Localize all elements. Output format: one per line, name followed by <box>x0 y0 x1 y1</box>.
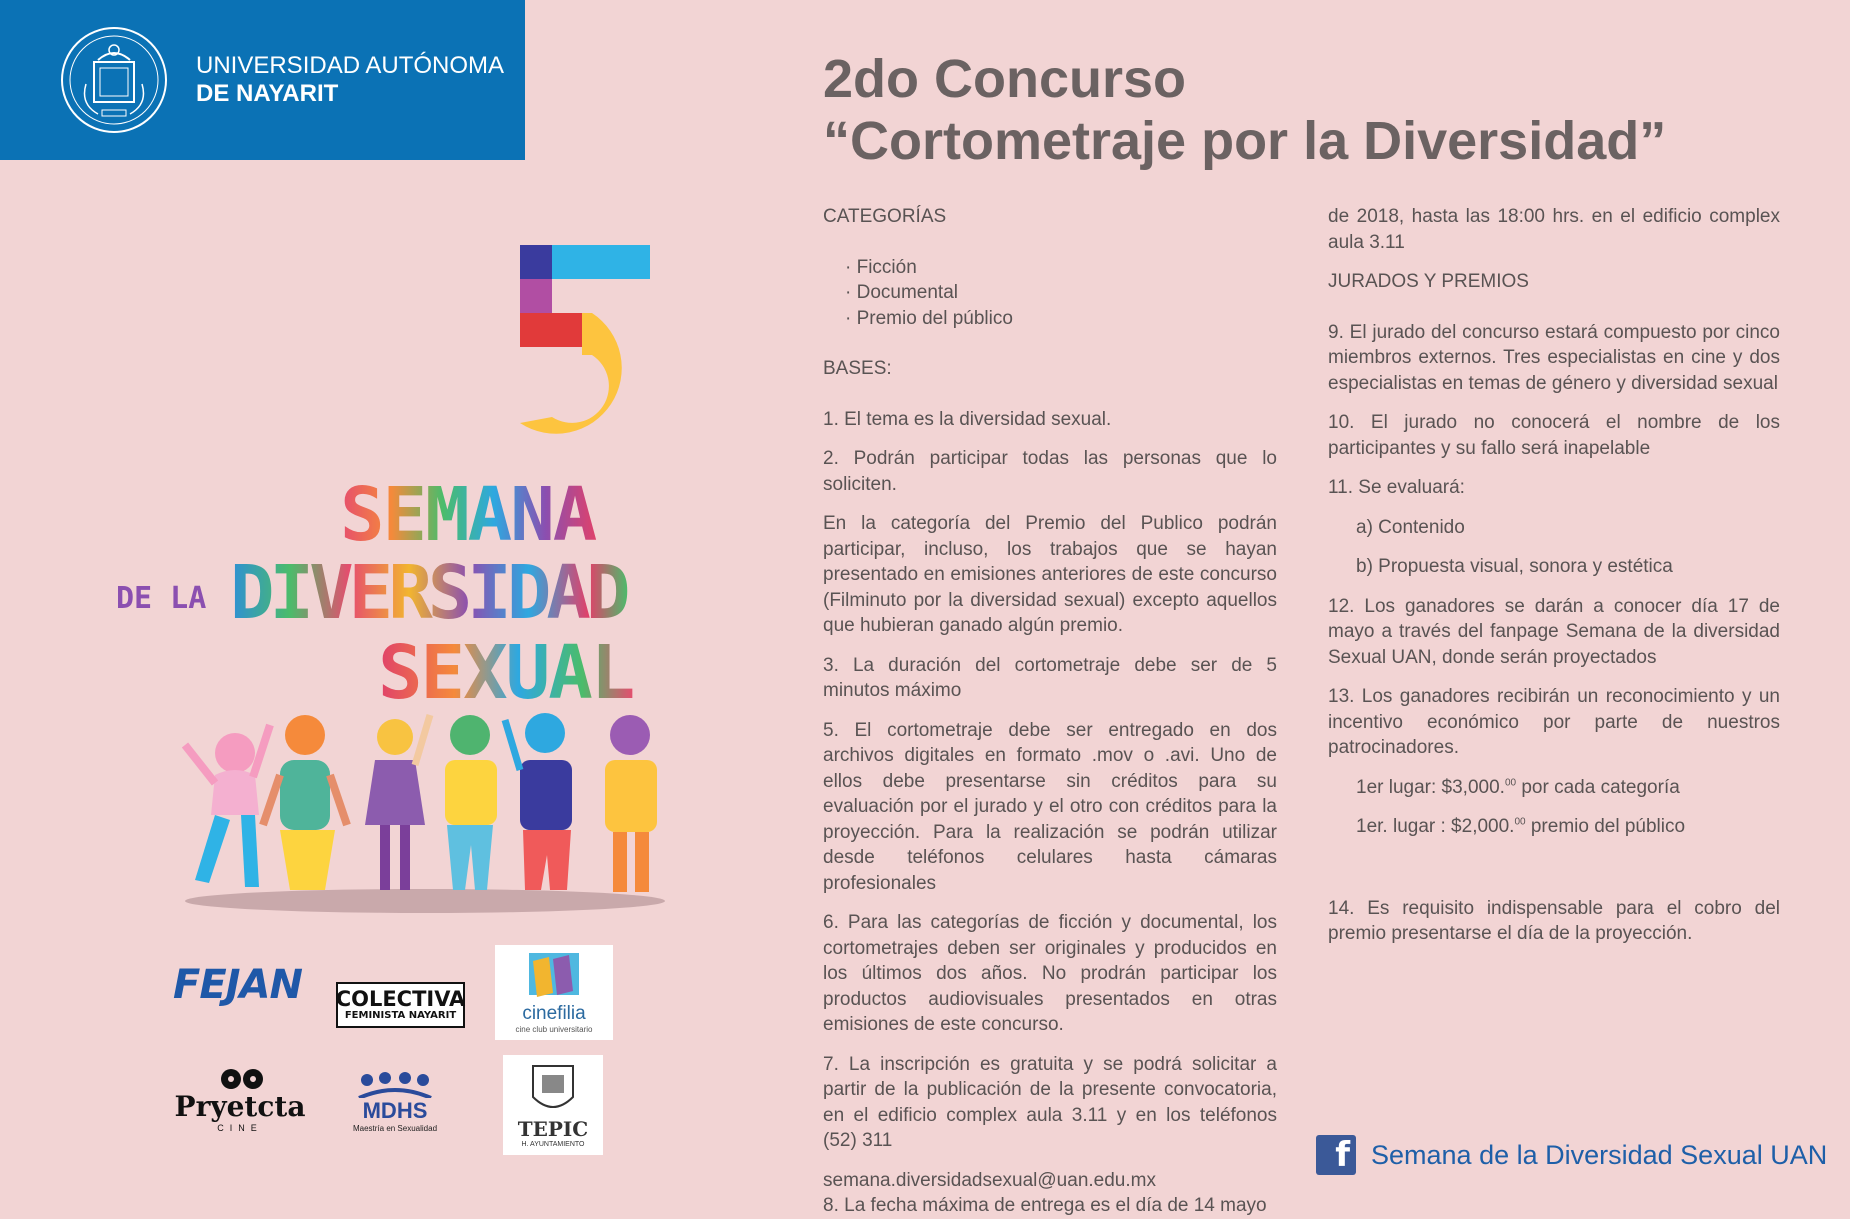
base-9: 9. El jurado del concurso estará compuesto por cinco miembros externos. Tres especialistas en cine y dos especialistas en temas de género y diversidad sexual <box>1328 321 1780 394</box>
contact-email: semana.diversidadsexual@uan.edu.mx <box>823 1169 1156 1191</box>
person-purple-face <box>605 715 657 892</box>
tepic-shield-icon <box>530 1063 576 1117</box>
base-2: 2. Podrán participar todas las personas que lo soliciten. <box>823 448 1277 495</box>
sponsor-cinefilia-subtext: cine club universitario <box>515 1025 593 1034</box>
diversidad-word: DIVERSIDAD <box>230 550 626 636</box>
prize-first-amount: 1er lugar: $3,000. <box>1356 776 1505 798</box>
sponsor-tepic-subtext: H. AYUNTAMIENTO <box>521 1140 585 1148</box>
base-1: 1. El tema es la diversidad sexual. <box>823 408 1112 430</box>
base-8-continued: de 2018, hasta las 18:00 hrs. en el edificio complex aula 3.11 <box>1328 206 1780 253</box>
sponsor-tepic-logo <box>503 1055 603 1155</box>
criterion-b: b) Propuesta visual, sonora y estética <box>1356 556 1673 577</box>
people-illustration <box>175 705 675 915</box>
prize-first-category <box>1328 775 1780 801</box>
categorias-heading: CATEGORÍAS <box>823 206 947 227</box>
people-group-icon <box>355 1072 435 1098</box>
sponsor-colectiva-text: COLECTIVA <box>335 987 466 1011</box>
base-11: 11. Se evaluará: <box>1328 477 1465 498</box>
base-7: 7. La inscripción es gratuita y se podrá solicitar a partir de la publicación de la presente convocatoria, en el edificio complex aula 3.11 y en los teléfonos (52) 311 <box>823 1053 1277 1151</box>
base-13: 13. Los ganadores recibirán un reconocimiento y un incentivo económico por parte de nuestros patrocinadores. <box>1328 686 1780 758</box>
university-name-line1: UNIVERSIDAD AUTÓNOMA <box>196 52 505 79</box>
sponsor-cinefilia-logo <box>495 945 613 1040</box>
sponsor-fejan-logo <box>170 950 305 1020</box>
sexual-word: SEXUAL <box>378 630 634 710</box>
base-8: 8. La fecha máxima de entrega es el día de 14 mayo <box>823 1195 1267 1216</box>
event-number-five <box>520 245 650 465</box>
rules-right-column <box>1328 204 1780 947</box>
sponsor-proyecta-text: Pryetcta <box>174 1089 306 1123</box>
base-10: 10. El jurado no conocerá el nombre de los participantes y su fallo será inapelable <box>1328 412 1780 459</box>
university-header <box>0 0 525 160</box>
de-la-word: DE LA <box>116 581 207 616</box>
title-line2: “Cortometraje por la Diversidad” <box>823 111 1667 171</box>
prize-public-desc: premio del público <box>1525 816 1686 837</box>
sponsor-mdhs-text: MDHS <box>362 1098 428 1123</box>
prize-public <box>1328 814 1780 840</box>
semana-diversidad-logo <box>110 470 670 710</box>
person-green-shirt <box>263 715 347 890</box>
university-name <box>196 52 504 108</box>
base-14: 14. Es requisito indispensable para el cobro del premio presentarse el día de la proyección. <box>1328 897 1780 944</box>
sponsor-colectiva-subtext: FEMINISTA NAYARIT <box>344 1010 457 1021</box>
prize-public-amount: 1er. lugar : $2,000. <box>1356 816 1515 837</box>
person-green-face <box>445 715 497 890</box>
bases-heading: BASES: <box>823 358 892 379</box>
category-documental: · Documental <box>845 282 958 303</box>
category-premio-publico: · Premio del público <box>845 307 1013 329</box>
base-3: 3. La duración del cortometraje debe ser de 5 minutos máximo <box>823 654 1277 701</box>
facebook-page-link[interactable] <box>1316 1135 1827 1175</box>
sponsor-fejan-text: FEJAN <box>173 962 302 1008</box>
film-strip-icon <box>519 951 589 1001</box>
criterion-a: a) Contenido <box>1356 516 1465 538</box>
base-12: 12. Los ganadores se darán a conocer día 17 de mayo a través del fanpage Semana de la diversidad Sexual UAN, donde serán proyectados <box>1328 595 1780 668</box>
page-title <box>823 48 1666 172</box>
prize-first-cents: 00 <box>1504 777 1517 789</box>
sponsor-mdhs-logo <box>345 1065 445 1140</box>
prize-public-cents: 00 <box>1514 816 1526 828</box>
university-seal-icon <box>58 24 170 136</box>
prize-first-desc: por cada categoría <box>1516 776 1680 798</box>
university-name-line2: DE NAYARIT <box>196 80 339 107</box>
base-2-extra: En la categoría del Premio del Publico podrán participar, incluso, los trabajos que se hayan presentado en emisiones anteriores de este concurso (Filminuto por la diversidad sexual) excepto aquellos que hubieran ganado algún premio. <box>823 513 1277 636</box>
film-reel-icon <box>215 1068 265 1090</box>
sponsor-colectiva-logo <box>336 982 465 1028</box>
semana-word: SEMANA <box>340 472 596 558</box>
category-ficcion: · Ficción <box>845 256 917 278</box>
sponsor-cinefilia-text: cinefilia <box>522 1003 586 1024</box>
person-pink <box>185 725 270 887</box>
person-blue-face <box>505 713 572 890</box>
sponsor-proyecta-subtext: CINE <box>217 1122 263 1133</box>
title-line1: 2do Concurso <box>823 49 1187 109</box>
sponsor-tepic-text: TEPIC <box>517 1116 589 1141</box>
base-6: 6. Para las categorías de ficción y documental, los cortometrajes deben ser originales y producidos en los últimos dos años. No prodrán participar los productos audiovisuales presentados en otras emisiones de este concurso. <box>823 912 1277 1035</box>
sponsor-proyecta-logo <box>174 1060 306 1140</box>
rules-left-column <box>823 204 1277 1219</box>
facebook-icon: f <box>1316 1135 1356 1175</box>
sponsor-mdhs-subtext: Maestría en Sexualidad <box>352 1124 438 1133</box>
base-5: 5. El cortometraje debe ser entregado en dos archivos digitales en formato .mov o .avi. Uno de ellos debe presentarse sin créditos para su evaluación por el jurado y el otro con créditos para la proyección. Para la realización se podrán utilizar desde teléfonos celulares hasta cámaras profesionales <box>823 719 1277 894</box>
jurados-heading: JURADOS Y PREMIOS <box>1328 271 1529 292</box>
person-purple-dress <box>365 715 430 890</box>
facebook-page-name: Semana de la Diversidad Sexual UAN <box>1371 1139 1828 1170</box>
